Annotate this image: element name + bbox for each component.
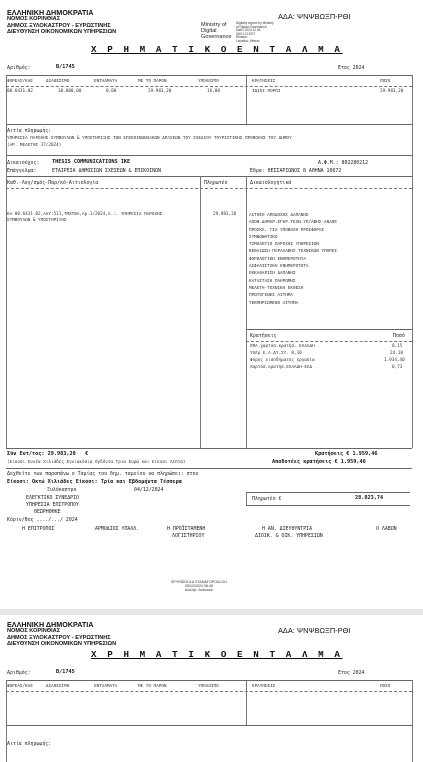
detail-divider xyxy=(200,176,201,448)
deduction-amount: 0,73 xyxy=(392,365,403,370)
table-border xyxy=(6,75,7,124)
col-header: ΥΠΟΛΟΙΠΟ xyxy=(198,684,219,689)
audit-office: ΕΛΕΓΚΤΙΚΟ ΣΥΝΕΔΡΙΟ xyxy=(26,495,79,501)
ada-code: ΑΔΑ: ΨΝΨΒΩΞΠ-ΡΘΙ xyxy=(278,12,351,21)
deduction-name: Υπέρ Ε.Α.ΔΥ.ΣΥ. 0,10 xyxy=(250,351,302,356)
audit-office: ΥΠΗΡΕΣΙΑ ΕΠΙΤΡΟΠΟΥ xyxy=(26,502,79,508)
ada-code: ΑΔΑ: ΨΝΨΒΩΞΠ-ΡΘΙ xyxy=(278,626,351,635)
signature-detail: Location: Athens xyxy=(236,38,260,43)
total-sum: Σύν Εντ/τος: 29.983,20 € xyxy=(7,451,89,457)
cell: 16,80 xyxy=(207,89,220,94)
sum-in-words: (Είκοσι Εννέα Χιλιάδες Εννιακόσια Ογδόντα Τρία Ευρώ και Είκοσι Λεπτά) xyxy=(7,460,186,465)
signer-title: ΔΙΟΙΚ. & ΟΙΚ. ΥΠΗΡΕΣΙΩΝ xyxy=(255,533,323,539)
page-separator xyxy=(0,609,423,615)
detail-col-header: Δικαιολογητικά xyxy=(250,180,292,186)
header-line: ΕΛΛΗΝΙΚΗ ΔΗΜΟΚΡΑΤΙΑ xyxy=(7,620,94,629)
issue-place: Ξυλόκαστρο xyxy=(47,487,77,493)
audit-stamp: ΘΕΩΡΗΘΗΚΕ xyxy=(34,509,61,515)
payable-deductions: Αποδοτέες κρατήσεις € 1.959,46 xyxy=(272,459,366,465)
document-item: ΜΕΛΕΤΗ-ΤΕΧΝΙΚΗ ΕΚΘΕΣΗ xyxy=(249,285,304,291)
table-border xyxy=(6,680,7,725)
signer-title: Η ΕΠΙΤΡΟΠΟΣ xyxy=(22,526,55,532)
col-header: ΕΝΤΑΛΜΑΤΑ xyxy=(94,684,118,689)
fiscal-year: Ετος 2024 xyxy=(338,670,365,676)
col-header: ΜΕ ΤΟ ΠΑΡΟΝ xyxy=(138,79,167,84)
deduction-amount: 0,15 xyxy=(392,344,403,349)
ministry-signature-label xyxy=(201,22,231,40)
table-bottom-rule xyxy=(6,124,412,125)
detail-border xyxy=(6,176,7,448)
signature-detail: Reason: xyxy=(236,35,248,40)
table-header-rule xyxy=(6,86,412,87)
digital-signature-details xyxy=(236,22,274,44)
document-title: Χ Ρ Η Μ Α Τ Ι Κ Ο Ε Ν Τ Α Λ Μ Α xyxy=(91,649,343,660)
cell: 00.6431.02 xyxy=(7,89,33,94)
col-header: ΚΡΑΤΗΣΕΙΣ xyxy=(252,684,276,689)
header-line: ΔΗΜΟΣ ΞΥΛΟΚΑΣΤΡΟΥ - ΕΥΡΩΣΤΙΝΗΣ xyxy=(7,634,111,641)
table-top-rule xyxy=(6,75,412,76)
deduction-amount: 1.934,40 xyxy=(384,358,405,363)
deductions-label: Κρατήσεις xyxy=(250,333,277,339)
cell: 29.983,20 xyxy=(380,89,404,94)
table-divider xyxy=(246,76,247,124)
signer-title: Η ΠΡΟΪΣΤΑΜΕΝΗ xyxy=(167,526,206,532)
detail-col-header: Καθ.-Λογ/σμός-Παρ/κό-Αιτιολογία xyxy=(7,180,99,186)
signer-title: Ο ΛΑΒΩΝ xyxy=(376,526,397,532)
payable-amount: 28.023,74 xyxy=(355,495,384,501)
col-header: ΔΙΑΘΕΣΙΜΟ xyxy=(46,79,70,84)
detail-text: ΚΑ 00.6431.02,ΑΑΥ:511,ΤΜΧΤΒΑ,Αρ.1/2024,Α.:. ΥΠΗΡΕΣΙΑ ΠΑΡΟΧΗΣ xyxy=(7,212,163,217)
creditor-profession: ΕΤΑΙΡΕΙΑ ΔΗΜΟΣΙΩΝ ΣΧΕΣΕΩΝ & ΕΠΙΚΟΙΝΩΝ xyxy=(52,168,161,174)
document-item: ΤΙΜΟΛΟΓΙΟ ΠΑΡΟΧΗΣ ΥΠΗΡΕΣΙΩΝ xyxy=(249,242,319,248)
issuer-header xyxy=(7,10,116,36)
document-item: ΠΡΟΣΚΛ. ΓΙΑ ΥΠΟΒΟΛΗ ΠΡΟΣΦΟΡΑΣ xyxy=(249,227,325,233)
signature-detail: 08:01:13 EET xyxy=(236,31,256,36)
creditor-name: THESIS COMMUNICATIONS IKE xyxy=(52,159,131,165)
section-border xyxy=(6,725,7,762)
payment-instruction: Δεχθείτε των παραπάνω ο Ταμίας του δημ. ταμείου να πληρώσει: στον xyxy=(7,471,199,477)
section-border xyxy=(412,124,413,155)
detail-col-header: Πληρωτέο xyxy=(204,180,228,186)
deductions-header-rule xyxy=(246,341,412,342)
header-line: ΔΗΜΟΣ ΞΥΛΟΚΑΣΤΡΟΥ - ΕΥΡΩΣΤΙΝΗΣ xyxy=(7,22,111,29)
document-item: ΑΠΟΦ.ΔΗΜΑΡ.ΕΓΚΡ.ΤΕΧΝ.ΥΠ/ΑΦΗΣ-ΑΝΑΘΕ xyxy=(249,220,337,226)
deduction-name: ΟΠΑ χαρτοσ.κρατήσ. ΕΛΛΑΔΗ xyxy=(250,344,315,349)
section-border xyxy=(412,155,413,176)
signature-detail: Date: 2024.12.06 xyxy=(236,28,261,33)
col-header: ΚΡΑΤΗΣΕΙΣ xyxy=(252,79,276,84)
creditor-label: Δικαιούχος: xyxy=(7,160,40,166)
table-bottom-rule xyxy=(6,725,412,726)
col-header: ΠΟΣΟ xyxy=(380,684,391,689)
document-title: Χ Ρ Η Μ Α Τ Ι Κ Ο Ε Ν Τ Α Λ Μ Α xyxy=(91,44,343,55)
deduction-name: Χαρτόσ.κρατήσ.ΕΛΛΑΔΗ-ΕΛΔ xyxy=(250,365,313,370)
reason-label: Αιτία πληρωμής: xyxy=(7,741,52,747)
document-item: ΑΣΦΑΛΙΣΤΙΚΗ ΕΝΗΜΕΡΟΤΗΤΑ xyxy=(249,264,309,270)
header-line: ΔΙΕΥΘΥΝΣΗ ΟΙΚΟΝΟΜΙΚΩΝ ΥΠΗΡΕΣΙΩΝ xyxy=(7,641,117,648)
payment-reason: ΥΠΗΡΕΣΙΑ ΠΑΡΟΧΗΣ ΣΥΜΒΟΥΛΩΝ & ΥΠΟΣΤΗΡΙΞΗΣ ΤΩΝ ΕΠΙΚΟΙΝΩΝΙΑΚΩΝ ΔΡΑΣΕΩΝ ΤΟΥ ΣΧΕΔΙΟΥ ΤΟΥΡΙΣΤΙΚΗΣ ΠΡΟΒΟΛΗΣ ΤΟΥ ΔΗΜΟΥ xyxy=(7,136,292,141)
deductions-rule xyxy=(246,329,412,330)
ministry-line: Governance xyxy=(201,34,232,40)
ministry-line: Ministry of xyxy=(201,22,227,28)
payable-box-side xyxy=(246,492,247,505)
header-line: ΔΙΕΥΘΥΝΣΗ ΟΙΚΟΝΟΜΙΚΩΝ ΥΠΗΡΕΣΙΩΝ xyxy=(7,29,117,36)
deductions-amount-label: Ποσό xyxy=(393,333,405,339)
col-header: ΥΠΟΛΟΙΠΟ xyxy=(198,79,219,84)
detail-header-rule xyxy=(6,188,412,189)
section-border xyxy=(6,124,7,155)
cell: ΙΔΙΟΙ ΠΟΡΟΙ xyxy=(252,89,281,94)
number-label: Αριθμός: xyxy=(7,670,31,676)
voucher-number: Β/1745 xyxy=(56,64,75,70)
header-line: ΝΟΜΟΣ ΚΟΡΙΝΘΙΑΣ xyxy=(7,628,61,635)
section-rule xyxy=(6,155,412,156)
supporting-documents-list xyxy=(249,212,337,307)
col-header: ΠΟΣΟ xyxy=(380,79,391,84)
payment-reason-ref: (ΑΡ. ΜΕΛΕΤΗΣ 37/2024) xyxy=(7,143,62,148)
col-header: ΜΕ ΤΟ ΠΑΡΟΝ xyxy=(138,684,167,689)
section-rule xyxy=(6,176,412,177)
cell: 29.983,20 xyxy=(148,89,172,94)
document-item: ΦΟΡΟΛΟΓΙΚΗ ΕΝΗΜΕΡΟΤΗΤΑ xyxy=(249,256,306,262)
detail-border xyxy=(412,176,413,448)
section-border xyxy=(6,155,7,176)
detail-amount: 29.983,20 xyxy=(213,212,237,217)
signer-title: Η ΑΝ. ΔΙΕΥΘΥΝΤΡΙΑ xyxy=(262,526,313,532)
detail-divider xyxy=(246,176,247,448)
audit-date: Κόριν/θος ..../.../ 2024 xyxy=(7,517,78,523)
col-header: ΕΝΤΑΛΜΑΤΑ xyxy=(94,79,118,84)
profession-label: Επάγγελμα: xyxy=(7,168,37,174)
detail-text: ΣΥΜΒΟΥΛΩΝ & ΥΠΟΣΤΗΡΙΞΗΣ xyxy=(7,218,67,223)
table-divider xyxy=(246,681,247,725)
number-label: Αριθμός: xyxy=(7,65,31,71)
col-header: ΦΟΡΕΑΣ/ΚΑΕ xyxy=(7,79,33,84)
document-item: ΕΚΚΑΘΑΡΙΣΗ ΔΑΠΑΝΗΣ xyxy=(249,271,296,277)
header-line: ΝΟΜΟΣ ΚΟΡΙΝΘΙΑΣ xyxy=(7,16,61,23)
fiscal-year: Ετος 2024 xyxy=(338,65,365,71)
deduction-amount: 24,18 xyxy=(390,351,403,356)
payable-label: Πληρωτέο € xyxy=(252,496,282,502)
signature-detail: Digitally signed by Ministry xyxy=(236,21,274,25)
reason-label: Αιτία πληρωμής: xyxy=(7,128,52,134)
stamp-line: SPYRIDOULA STAMATOPOULOU xyxy=(171,580,227,584)
stamp-line: 05/12/2024 08:45 xyxy=(184,584,213,589)
payable-box-top xyxy=(246,492,410,493)
document-item: ΠΡΩΤΟΓΕΝΕΣ ΑΙΤΗΜΑ xyxy=(249,293,293,299)
table-header-rule xyxy=(6,691,412,692)
creditor-address: Έδρα: ΘΕΣΣΑΡΙΩΝΟΣ 8 ΑΘΗΝΑ 10672 xyxy=(250,168,342,174)
issue-date: 04/12/2024 xyxy=(134,487,164,493)
signer-title: ΛΟΓΙΣΤΗΡΙΟΥ xyxy=(172,533,205,539)
document-item: ΤΕΚΜΗΡΙΩΜΕΝΟ ΑΙΤΗΜΑ xyxy=(249,300,299,306)
document-item: ΣΥΜΦΩΝΗΤΙΚΟ xyxy=(249,234,278,240)
issuer-header xyxy=(7,622,116,648)
table-border xyxy=(412,75,413,124)
digital-signature-stamp xyxy=(171,580,227,593)
deduction-name: Φόρος εισοδήματος εργασία xyxy=(250,358,315,363)
section-border xyxy=(412,725,413,762)
document-item: ΒΕΒΑΙΩΣΗ ΠΑΡΑΛΑΒΗΣ ΤΕΧΝΙΚΩΝ ΥΠΗΡΕΣ xyxy=(249,249,337,255)
col-header: ΦΟΡΕΑΣ/ΚΑΕ xyxy=(7,684,33,689)
header-line: ΕΛΛΗΝΙΚΗ ΔΗΜΟΚΡΑΤΙΑ xyxy=(7,8,94,17)
document-item: ΑΙΤΗΣΗ ΑΠΟΔΟΧΗΣ ΔΑΠΑΝΗΣ xyxy=(249,213,309,218)
payable-box-bottom xyxy=(246,505,410,506)
col-header: ΔΙΑΘΕΣΙΜΟ xyxy=(46,684,70,689)
ministry-line: Digital xyxy=(201,28,217,34)
document-item: ΚΑΤΑΣΤΑΣΗ ΠΛΗΡΩΜΗΣ xyxy=(249,278,296,284)
section-rule xyxy=(6,468,412,469)
signer-title: ΑΡΜΟΔΙΟΣ ΥΠΑΛΛ. xyxy=(95,526,140,532)
cell: 30.000,00 xyxy=(58,89,82,94)
detail-bottom-rule xyxy=(6,448,412,449)
table-top-rule xyxy=(6,680,412,681)
creditor-afm: Α.Φ.Μ.: 802280212 xyxy=(318,160,369,166)
stamp-line: Αναλήτ: Activowe xyxy=(185,588,213,593)
voucher-number: Β/1745 xyxy=(56,669,75,675)
deductions-total: Κρατήσεις € 1.959,46 xyxy=(315,451,378,457)
cell: 0,00 xyxy=(106,89,117,94)
table-border xyxy=(412,680,413,725)
signature-detail: of Digital Governance, xyxy=(236,24,268,29)
payment-amount-words: Είκοσι: Οκτώ Χιλιάδες Είκοσι: Τρία και Εβδομήντα Τέσσερα xyxy=(7,479,182,485)
